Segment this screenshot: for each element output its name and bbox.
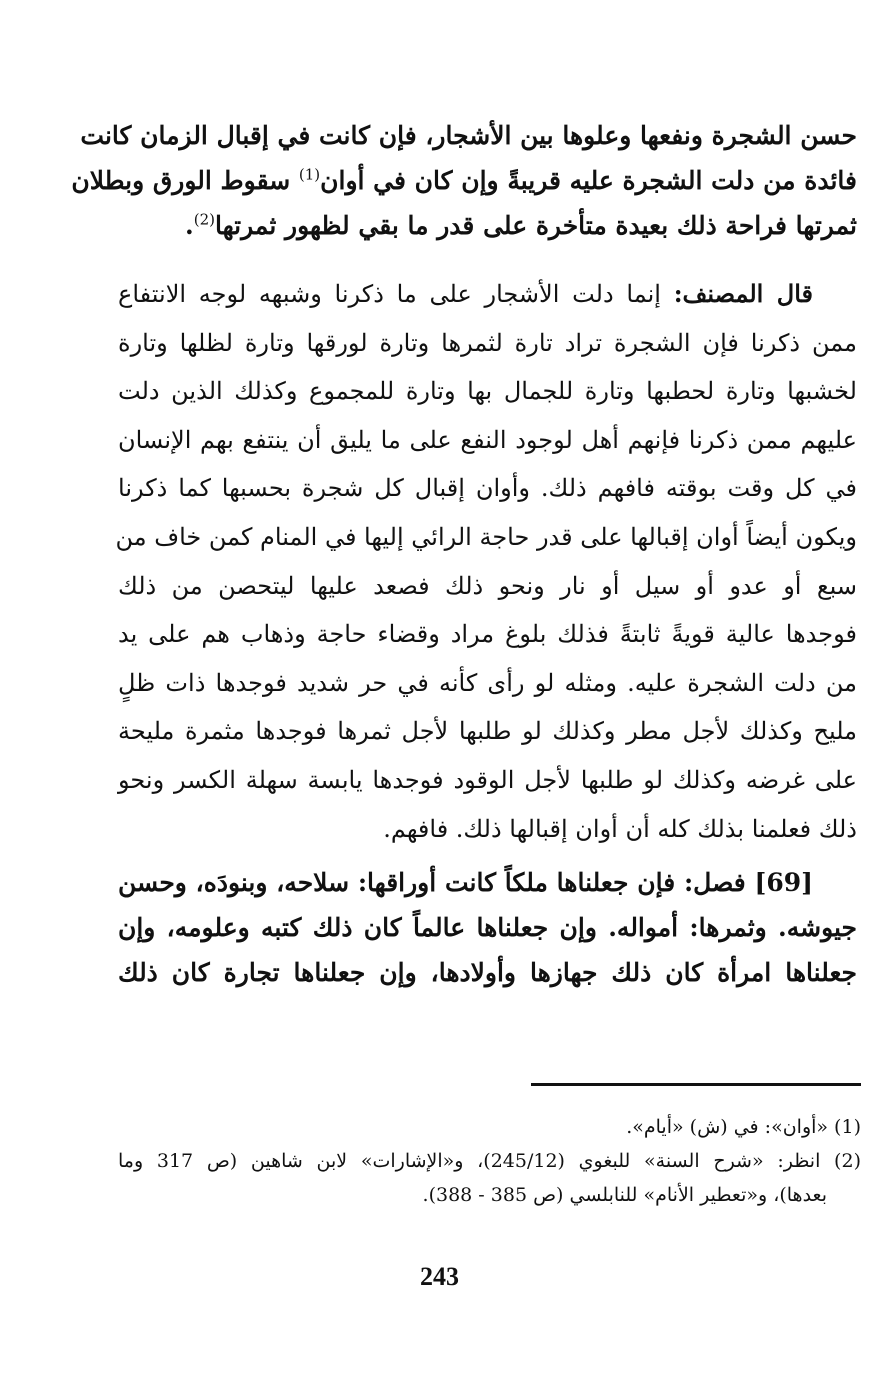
paragraph-3 [118, 860, 857, 995]
page-number: 243 [420, 1262, 459, 1291]
footnote-divider [531, 1083, 861, 1086]
text-segment: سقوط الورق وبطلان [71, 166, 299, 195]
footnote-ref-1[interactable]: (1) [298, 165, 321, 184]
text-line: [69] فصل: فإن جعلناها ملكاً كانت أوراقها: سلاحه، وبنودَه، وحسن [118, 868, 813, 897]
footnotes [118, 1110, 861, 1212]
text-line: من دلت الشجرة عليه. ومثله لو رأى كأنه في حر شديد فوجدها ذات ظلٍ [118, 668, 857, 697]
text-line: لخشبها وتارة لحطبها وتارة للجمال بها وتارة للمجموع وكذلك الذين دلت [118, 377, 857, 406]
text-line: جعلناها امرأة كان ذلك جهازها وأولادها، وإن جعلناها تجارة كان ذلك [118, 958, 857, 987]
footnote-2-continuation: بعدها)، و«تعطير الأنام» للنابلسي (ص 385 - 388). [422, 1184, 827, 1206]
paragraph-2 [115, 270, 858, 853]
text-line: على غرضه وكذلك لو طلبها لأجل الوقود فوجدها يابسة سهلة الكسر ونحو [118, 765, 857, 794]
text-segment: فائدة من دلت الشجرة عليه قريبةً وإن كان في أوان [320, 166, 857, 195]
text-line: عليهم ممن ذكرنا فإنهم أهل لوجود النفع على ما يليق أن ينتفع بهم الإنسان [118, 425, 857, 454]
footnote-2: (2) انظر: «شرح السنة» للبغوي (245/12)، و«الإشارات» لابن شاهين (ص 317 وما [118, 1150, 861, 1172]
author-label: قال المصنف: [673, 279, 813, 308]
footnote-ref-2[interactable]: (2) [193, 210, 216, 229]
text-line: مليح وكذلك لأجل مطر وكذلك لو طلبها لأجل ثمرها فوجدها مثمرة مليحة [118, 717, 857, 746]
footnote-1: (1) «أوان»: في (ش) «أيام». [626, 1116, 861, 1138]
text-line [71, 158, 857, 203]
text-line: سبع أو عدو أو سيل أو نار ونحو ذلك فصعد عليها ليتحصن من ذلك [118, 571, 857, 600]
text-segment: . [185, 211, 194, 240]
text-line: في كل وقت بوقته فافهم ذلك. وأوان إقبال كل شجرة بحسبها كما ذكرنا [118, 474, 857, 503]
paragraph-1 [71, 113, 857, 248]
text-line: ممن ذكرنا فإن الشجرة تراد تارة لثمرها وتارة لورقها وتارة لظلها وتارة [118, 328, 858, 357]
text-line: فوجدها عالية قويةً ثابتةً فذلك بلوغ مراد وقضاء حاجة وذهاب هم على يد [118, 620, 857, 649]
text-line: جيوشه. وثمرها: أمواله. وإن جعلناها عالماً كان ذلك كتبه وعلومه، وإن [118, 913, 857, 942]
text-line: ذلك فعلمنا بذلك كله أن أوان إقبالها ذلك. فافهم. [383, 814, 857, 843]
text-segment: ثمرتها فراحة ذلك بعيدة متأخرة على قدر ما بقي لظهور ثمرتها [215, 211, 857, 240]
text-line [118, 203, 857, 248]
text-line [118, 270, 857, 319]
text-line: حسن الشجرة ونفعها وعلوها بين الأشجار، فإن كانت في إقبال الزمان كانت [80, 121, 857, 150]
text-segment: إنما دلت الأشجار على ما ذكرنا وشبهه لوجه الانتفاع [118, 280, 674, 308]
text-line: ويكون أيضاً أوان إقبالها على قدر حاجة الرائي إليها في المنام كمن خاف من [115, 522, 857, 551]
